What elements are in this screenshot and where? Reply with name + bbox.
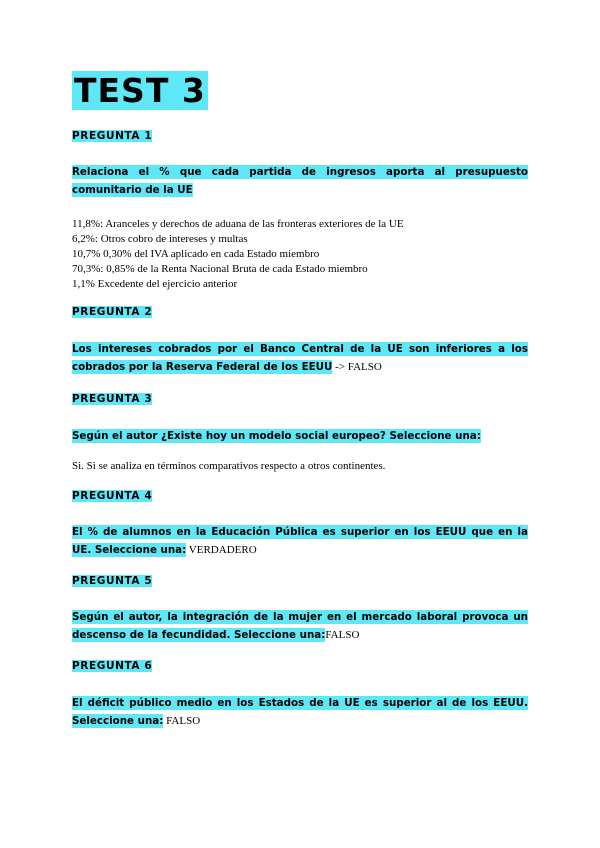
answer-item: 6,2%: Otros cobro de intereses y multas [72,233,248,245]
answer-item: 70,3%: 0,85% de la Renta Nacional Bruta de cada Estado miembro [72,263,368,275]
question-6-heading: PREGUNTA 6 [72,660,153,672]
question-3-text: Según el autor ¿Existe hoy un modelo social europeo? Seleccione una: [72,430,481,442]
question-4-answer: VERDADERO [186,544,257,556]
question-3-answer: Si. Si se analiza en términos comparativos respecto a otros continentes. [72,460,386,472]
question-5-text: Según el autor, la integración de la mujer en el mercado laboral provoca un descenso de la fecundidad. Seleccione una:FALSO [72,611,528,641]
question-2-answer: FALSO [345,361,382,373]
question-5-heading: PREGUNTA 5 [72,575,153,587]
question-5-answer: FALSO [325,629,360,641]
question-3-heading: PREGUNTA 3 [72,393,153,405]
question-4-heading: PREGUNTA 4 [72,490,153,502]
answer-item: 11,8%: Aranceles y derechos de aduana de las fronteras exteriores de la UE [72,218,404,230]
question-2-arrow: -> [332,361,346,373]
document-title [72,72,208,110]
answer-item: 1,1% Excedente del ejercicio anterior [72,278,238,290]
question-6-text: El déficit público medio en los Estados de la UE es superior al de los EEUU. Seleccione una: FALSO [72,697,528,727]
question-2-heading: PREGUNTA 2 [72,306,153,318]
answer-item: 10,7% 0,30% del IVA aplicado en cada Estado miembro [72,248,320,260]
document-title-text: TEST 3 [74,71,206,110]
question-1-answers [72,217,528,292]
question-1-text: Relaciona el % que cada partida de ingresos aporta al presupuesto comunitario de la UE [72,166,528,196]
question-4-text: El % de alumnos en la Educación Pública es superior en los EEUU que en la UE. Seleccione una: VERDADERO [72,526,528,556]
question-1-heading: PREGUNTA 1 [72,130,153,142]
question-6-answer: FALSO [163,715,201,727]
question-2-text: Los intereses cobrados por el Banco Central de la UE son inferiores a los cobrados por la Reserva Federal de los EEUU -> FALSO [72,343,528,373]
